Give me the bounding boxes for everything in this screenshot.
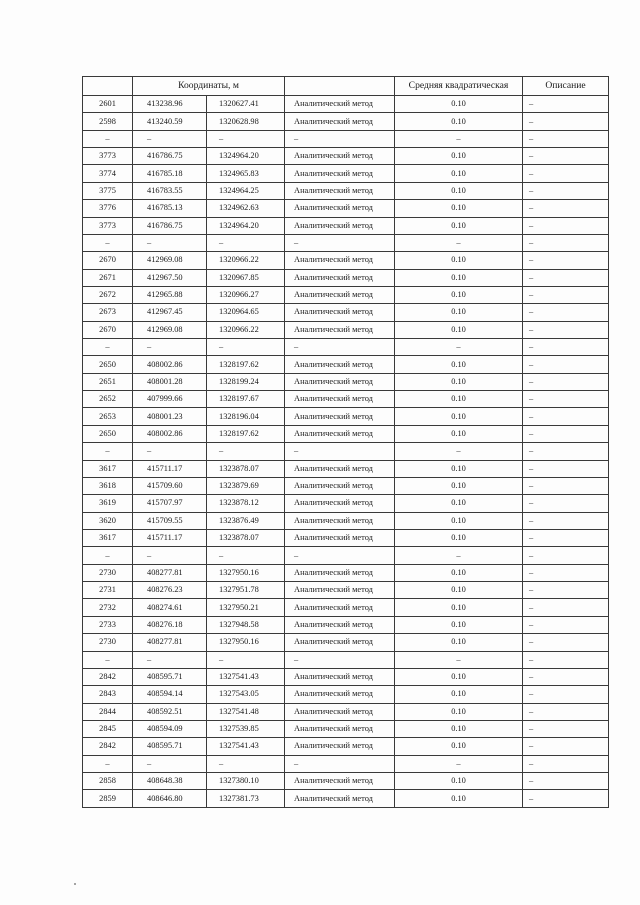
cell-rms-error: 0.10 [395, 738, 523, 755]
cell-method: Аналитический метод [285, 425, 395, 442]
cell-rms-error: 0.10 [395, 269, 523, 286]
cell-coordinate-x: 408277.81 [133, 564, 207, 581]
cell-description: – [523, 738, 609, 755]
table-row [83, 790, 609, 807]
scan-speck [74, 883, 76, 885]
cell-description: – [523, 96, 609, 113]
cell-point-number: 3773 [83, 217, 133, 234]
cell-description: – [523, 304, 609, 321]
table-row [83, 651, 609, 668]
table-row [83, 547, 609, 564]
cell-description: – [523, 356, 609, 373]
cell-method: Аналитический метод [285, 512, 395, 529]
cell-rms-error: 0.10 [395, 703, 523, 720]
cell-point-number: 2650 [83, 356, 133, 373]
cell-coordinate-x: 413238.96 [133, 96, 207, 113]
table-row [83, 408, 609, 425]
cell-coordinate-y: 1328197.62 [207, 425, 285, 442]
cell-coordinate-x: 412967.45 [133, 304, 207, 321]
cell-coordinate-x: – [133, 651, 207, 668]
cell-method: Аналитический метод [285, 668, 395, 685]
cell-description: – [523, 686, 609, 703]
cell-point-number: 2653 [83, 408, 133, 425]
table-header-row [83, 77, 609, 96]
cell-description: – [523, 425, 609, 442]
cell-point-number: 2843 [83, 686, 133, 703]
cell-coordinate-x: 408594.14 [133, 686, 207, 703]
cell-rms-error: – [395, 651, 523, 668]
table-row [83, 182, 609, 199]
cell-point-number: 2730 [83, 564, 133, 581]
cell-method: Аналитический метод [285, 356, 395, 373]
cell-description: – [523, 616, 609, 633]
table-row [83, 634, 609, 651]
table-row [83, 686, 609, 703]
cell-method: Аналитический метод [285, 304, 395, 321]
cell-coordinate-x: 408648.38 [133, 773, 207, 790]
cell-description: – [523, 668, 609, 685]
cell-description: – [523, 599, 609, 616]
cell-point-number: 2651 [83, 373, 133, 390]
table-row [83, 720, 609, 737]
cell-method: – [285, 234, 395, 251]
cell-description: – [523, 755, 609, 772]
cell-description: – [523, 252, 609, 269]
cell-description: – [523, 460, 609, 477]
cell-point-number: 3774 [83, 165, 133, 182]
cell-coordinate-x: 416786.75 [133, 148, 207, 165]
cell-rms-error: 0.10 [395, 720, 523, 737]
cell-coordinate-x: 408001.23 [133, 408, 207, 425]
cell-description: – [523, 373, 609, 390]
table-row [83, 477, 609, 494]
cell-point-number: – [83, 755, 133, 772]
cell-description: – [523, 582, 609, 599]
cell-coordinate-y: 1323879.69 [207, 477, 285, 494]
cell-point-number: – [83, 651, 133, 668]
cell-coordinate-x: 412967.50 [133, 269, 207, 286]
cell-rms-error: 0.10 [395, 773, 523, 790]
cell-coordinate-x: 416785.18 [133, 165, 207, 182]
cell-method: Аналитический метод [285, 529, 395, 546]
cell-method: Аналитический метод [285, 373, 395, 390]
cell-coordinate-x: 415711.17 [133, 460, 207, 477]
cell-rms-error: 0.10 [395, 634, 523, 651]
cell-description: – [523, 408, 609, 425]
cell-point-number: – [83, 443, 133, 460]
cell-point-number: 2650 [83, 425, 133, 442]
cell-coordinate-y: – [207, 547, 285, 564]
cell-rms-error: 0.10 [395, 391, 523, 408]
cell-coordinate-y: – [207, 443, 285, 460]
cell-coordinate-y: 1327951.78 [207, 582, 285, 599]
cell-description: – [523, 720, 609, 737]
cell-rms-error: 0.10 [395, 321, 523, 338]
cell-point-number: 3776 [83, 200, 133, 217]
header-description: Описание [523, 77, 609, 96]
cell-coordinate-y: 1324964.20 [207, 148, 285, 165]
cell-description: – [523, 512, 609, 529]
table-row [83, 425, 609, 442]
cell-method: Аналитический метод [285, 703, 395, 720]
cell-point-number: 2730 [83, 634, 133, 651]
cell-rms-error: 0.10 [395, 286, 523, 303]
cell-description: – [523, 113, 609, 130]
cell-description: – [523, 234, 609, 251]
table-row [83, 304, 609, 321]
table-row [83, 252, 609, 269]
table-row [83, 529, 609, 546]
cell-description: – [523, 165, 609, 182]
cell-description: – [523, 286, 609, 303]
table-row [83, 130, 609, 147]
cell-coordinate-y: – [207, 130, 285, 147]
cell-description: – [523, 651, 609, 668]
cell-coordinate-y: 1327948.58 [207, 616, 285, 633]
cell-point-number: 2670 [83, 321, 133, 338]
table-row [83, 703, 609, 720]
cell-coordinate-x: 415709.60 [133, 477, 207, 494]
cell-description: – [523, 339, 609, 356]
cell-coordinate-x: 408002.86 [133, 425, 207, 442]
cell-coordinate-y: 1323878.12 [207, 495, 285, 512]
table-row [83, 217, 609, 234]
cell-coordinate-x: 416786.75 [133, 217, 207, 234]
cell-point-number: 3620 [83, 512, 133, 529]
cell-method: Аналитический метод [285, 686, 395, 703]
cell-coordinate-x: 416783.55 [133, 182, 207, 199]
cell-coordinate-x: 415707.97 [133, 495, 207, 512]
table-row [83, 443, 609, 460]
table-row [83, 234, 609, 251]
table-row [83, 113, 609, 130]
cell-rms-error: 0.10 [395, 790, 523, 807]
cell-method: – [285, 130, 395, 147]
cell-rms-error: 0.10 [395, 512, 523, 529]
cell-rms-error: – [395, 130, 523, 147]
table-row [83, 165, 609, 182]
table-row [83, 321, 609, 338]
cell-rms-error: 0.10 [395, 200, 523, 217]
cell-method: Аналитический метод [285, 738, 395, 755]
cell-description: – [523, 703, 609, 720]
cell-description: – [523, 529, 609, 546]
cell-rms-error: 0.10 [395, 408, 523, 425]
table-row [83, 148, 609, 165]
cell-point-number: 2732 [83, 599, 133, 616]
cell-point-number: 2733 [83, 616, 133, 633]
cell-coordinate-x: – [133, 130, 207, 147]
cell-coordinate-x: 408646.80 [133, 790, 207, 807]
table-row [83, 599, 609, 616]
cell-rms-error: 0.10 [395, 564, 523, 581]
cell-coordinate-x: 408595.71 [133, 738, 207, 755]
cell-point-number: 3775 [83, 182, 133, 199]
table-row [83, 286, 609, 303]
cell-rms-error: 0.10 [395, 96, 523, 113]
cell-coordinate-y: 1323876.49 [207, 512, 285, 529]
cell-coordinate-x: – [133, 339, 207, 356]
cell-point-number: 3773 [83, 148, 133, 165]
cell-method: Аналитический метод [285, 408, 395, 425]
table-row [83, 356, 609, 373]
table-row [83, 460, 609, 477]
cell-rms-error: 0.10 [395, 425, 523, 442]
cell-rms-error: 0.10 [395, 616, 523, 633]
cell-coordinate-y: 1327541.43 [207, 668, 285, 685]
cell-coordinate-y: 1328199.24 [207, 373, 285, 390]
table-row [83, 616, 609, 633]
cell-coordinate-y: 1324962.63 [207, 200, 285, 217]
table-row [83, 495, 609, 512]
cell-description: – [523, 790, 609, 807]
cell-coordinate-x: 408595.71 [133, 668, 207, 685]
cell-coordinate-y: 1328196.04 [207, 408, 285, 425]
cell-coordinate-x: 412969.08 [133, 252, 207, 269]
cell-coordinate-x: 407999.66 [133, 391, 207, 408]
cell-method: Аналитический метод [285, 616, 395, 633]
cell-method: – [285, 339, 395, 356]
cell-description: – [523, 148, 609, 165]
cell-method: Аналитический метод [285, 391, 395, 408]
cell-coordinate-x: 408592.51 [133, 703, 207, 720]
table-row [83, 512, 609, 529]
cell-coordinate-y: 1320966.22 [207, 321, 285, 338]
cell-description: – [523, 391, 609, 408]
cell-coordinate-x: 408274.61 [133, 599, 207, 616]
cell-rms-error: – [395, 234, 523, 251]
cell-description: – [523, 773, 609, 790]
cell-point-number: 2670 [83, 252, 133, 269]
table-row [83, 773, 609, 790]
cell-point-number: – [83, 234, 133, 251]
cell-coordinate-x: 408594.09 [133, 720, 207, 737]
cell-coordinate-y: 1327541.48 [207, 703, 285, 720]
cell-method: Аналитический метод [285, 773, 395, 790]
cell-coordinate-x: 415711.17 [133, 529, 207, 546]
cell-rms-error: 0.10 [395, 304, 523, 321]
cell-coordinate-x: 408002.86 [133, 356, 207, 373]
cell-coordinate-y: 1324965.83 [207, 165, 285, 182]
cell-rms-error: 0.10 [395, 373, 523, 390]
table-row [83, 582, 609, 599]
table-row [83, 269, 609, 286]
cell-rms-error: 0.10 [395, 182, 523, 199]
cell-coordinate-y: 1320967.85 [207, 269, 285, 286]
cell-description: – [523, 564, 609, 581]
table-row [83, 373, 609, 390]
cell-point-number: 3619 [83, 495, 133, 512]
cell-coordinate-x: 413240.59 [133, 113, 207, 130]
cell-method: Аналитический метод [285, 252, 395, 269]
coordinates-table [82, 76, 609, 808]
header-method [285, 77, 395, 96]
cell-coordinate-y: 1323878.07 [207, 529, 285, 546]
cell-coordinate-y: 1320966.22 [207, 252, 285, 269]
cell-method: Аналитический метод [285, 477, 395, 494]
cell-coordinate-y: 1327950.16 [207, 634, 285, 651]
cell-point-number: 2842 [83, 668, 133, 685]
cell-rms-error: 0.10 [395, 217, 523, 234]
cell-rms-error: 0.10 [395, 113, 523, 130]
cell-point-number: 2845 [83, 720, 133, 737]
cell-description: – [523, 200, 609, 217]
cell-method: Аналитический метод [285, 321, 395, 338]
cell-rms-error: 0.10 [395, 477, 523, 494]
cell-rms-error: 0.10 [395, 460, 523, 477]
cell-coordinate-y: 1327541.43 [207, 738, 285, 755]
cell-coordinate-y: 1327380.10 [207, 773, 285, 790]
cell-method: Аналитический метод [285, 495, 395, 512]
cell-method: Аналитический метод [285, 96, 395, 113]
cell-coordinate-y: 1328197.62 [207, 356, 285, 373]
cell-point-number: 2601 [83, 96, 133, 113]
cell-point-number: 2859 [83, 790, 133, 807]
cell-coordinate-y: – [207, 651, 285, 668]
cell-description: – [523, 321, 609, 338]
table-row [83, 755, 609, 772]
cell-description: – [523, 130, 609, 147]
cell-method: – [285, 651, 395, 668]
cell-coordinate-x: 408276.18 [133, 616, 207, 633]
cell-point-number: 2731 [83, 582, 133, 599]
cell-coordinate-x: – [133, 547, 207, 564]
cell-rms-error: 0.10 [395, 165, 523, 182]
cell-coordinate-y: 1320966.27 [207, 286, 285, 303]
cell-point-number: 2844 [83, 703, 133, 720]
cell-coordinate-y: 1324964.20 [207, 217, 285, 234]
cell-description: – [523, 477, 609, 494]
cell-method: – [285, 443, 395, 460]
cell-coordinate-y: 1327950.16 [207, 564, 285, 581]
table-row [83, 391, 609, 408]
cell-point-number: 2673 [83, 304, 133, 321]
cell-point-number: 3618 [83, 477, 133, 494]
cell-point-number: 2598 [83, 113, 133, 130]
cell-method: Аналитический метод [285, 200, 395, 217]
header-coordinates: Координаты, м [133, 77, 285, 96]
cell-coordinate-y: 1327950.21 [207, 599, 285, 616]
cell-coordinate-x: – [133, 234, 207, 251]
cell-coordinate-y: 1320964.65 [207, 304, 285, 321]
cell-coordinate-y: – [207, 234, 285, 251]
cell-method: Аналитический метод [285, 286, 395, 303]
cell-method: Аналитический метод [285, 148, 395, 165]
cell-coordinate-y: 1327381.73 [207, 790, 285, 807]
cell-description: – [523, 443, 609, 460]
cell-coordinate-x: 412969.08 [133, 321, 207, 338]
cell-coordinate-y: 1320627.41 [207, 96, 285, 113]
cell-point-number: – [83, 130, 133, 147]
cell-rms-error: 0.10 [395, 252, 523, 269]
cell-rms-error: – [395, 755, 523, 772]
cell-point-number: 2671 [83, 269, 133, 286]
header-rms: Средняя квадратическая [395, 77, 523, 96]
cell-point-number: 3617 [83, 529, 133, 546]
table-row [83, 339, 609, 356]
cell-coordinate-x: 415709.55 [133, 512, 207, 529]
cell-rms-error: – [395, 443, 523, 460]
cell-point-number: 2652 [83, 391, 133, 408]
cell-coordinate-x: 408276.23 [133, 582, 207, 599]
cell-coordinate-x: – [133, 443, 207, 460]
cell-rms-error: 0.10 [395, 495, 523, 512]
cell-method: Аналитический метод [285, 182, 395, 199]
cell-method: – [285, 755, 395, 772]
cell-point-number: 2858 [83, 773, 133, 790]
cell-point-number: 2672 [83, 286, 133, 303]
header-point [83, 77, 133, 96]
cell-description: – [523, 495, 609, 512]
cell-method: Аналитический метод [285, 790, 395, 807]
cell-method: Аналитический метод [285, 564, 395, 581]
cell-coordinate-x: – [133, 755, 207, 772]
cell-coordinate-y: 1320628.98 [207, 113, 285, 130]
cell-description: – [523, 269, 609, 286]
cell-coordinate-y: 1324964.25 [207, 182, 285, 199]
cell-point-number: 3617 [83, 460, 133, 477]
cell-coordinate-y: 1323878.07 [207, 460, 285, 477]
cell-method: Аналитический метод [285, 460, 395, 477]
cell-coordinate-y: 1327539.85 [207, 720, 285, 737]
cell-coordinate-x: 408001.28 [133, 373, 207, 390]
cell-rms-error: 0.10 [395, 582, 523, 599]
cell-method: Аналитический метод [285, 599, 395, 616]
cell-rms-error: 0.10 [395, 599, 523, 616]
cell-method: Аналитический метод [285, 217, 395, 234]
cell-description: – [523, 217, 609, 234]
cell-description: – [523, 634, 609, 651]
cell-description: – [523, 182, 609, 199]
cell-method: Аналитический метод [285, 269, 395, 286]
table-row [83, 96, 609, 113]
table-row [83, 668, 609, 685]
cell-coordinate-x: 408277.81 [133, 634, 207, 651]
cell-rms-error: 0.10 [395, 668, 523, 685]
cell-method: Аналитический метод [285, 113, 395, 130]
cell-point-number: – [83, 547, 133, 564]
table-row [83, 200, 609, 217]
cell-coordinate-x: 416785.13 [133, 200, 207, 217]
cell-coordinate-x: 412965.88 [133, 286, 207, 303]
cell-method: Аналитический метод [285, 165, 395, 182]
cell-rms-error: 0.10 [395, 686, 523, 703]
cell-coordinate-y: 1327543.05 [207, 686, 285, 703]
cell-rms-error: 0.10 [395, 529, 523, 546]
table-row [83, 738, 609, 755]
cell-method: Аналитический метод [285, 720, 395, 737]
cell-coordinate-y: – [207, 339, 285, 356]
table-row [83, 564, 609, 581]
cell-rms-error: – [395, 547, 523, 564]
cell-method: Аналитический метод [285, 582, 395, 599]
cell-method: Аналитический метод [285, 634, 395, 651]
cell-rms-error: – [395, 339, 523, 356]
cell-description: – [523, 547, 609, 564]
cell-method: – [285, 547, 395, 564]
cell-rms-error: 0.10 [395, 356, 523, 373]
cell-point-number: 2842 [83, 738, 133, 755]
cell-rms-error: 0.10 [395, 148, 523, 165]
cell-point-number: – [83, 339, 133, 356]
cell-coordinate-y: – [207, 755, 285, 772]
cell-coordinate-y: 1328197.67 [207, 391, 285, 408]
